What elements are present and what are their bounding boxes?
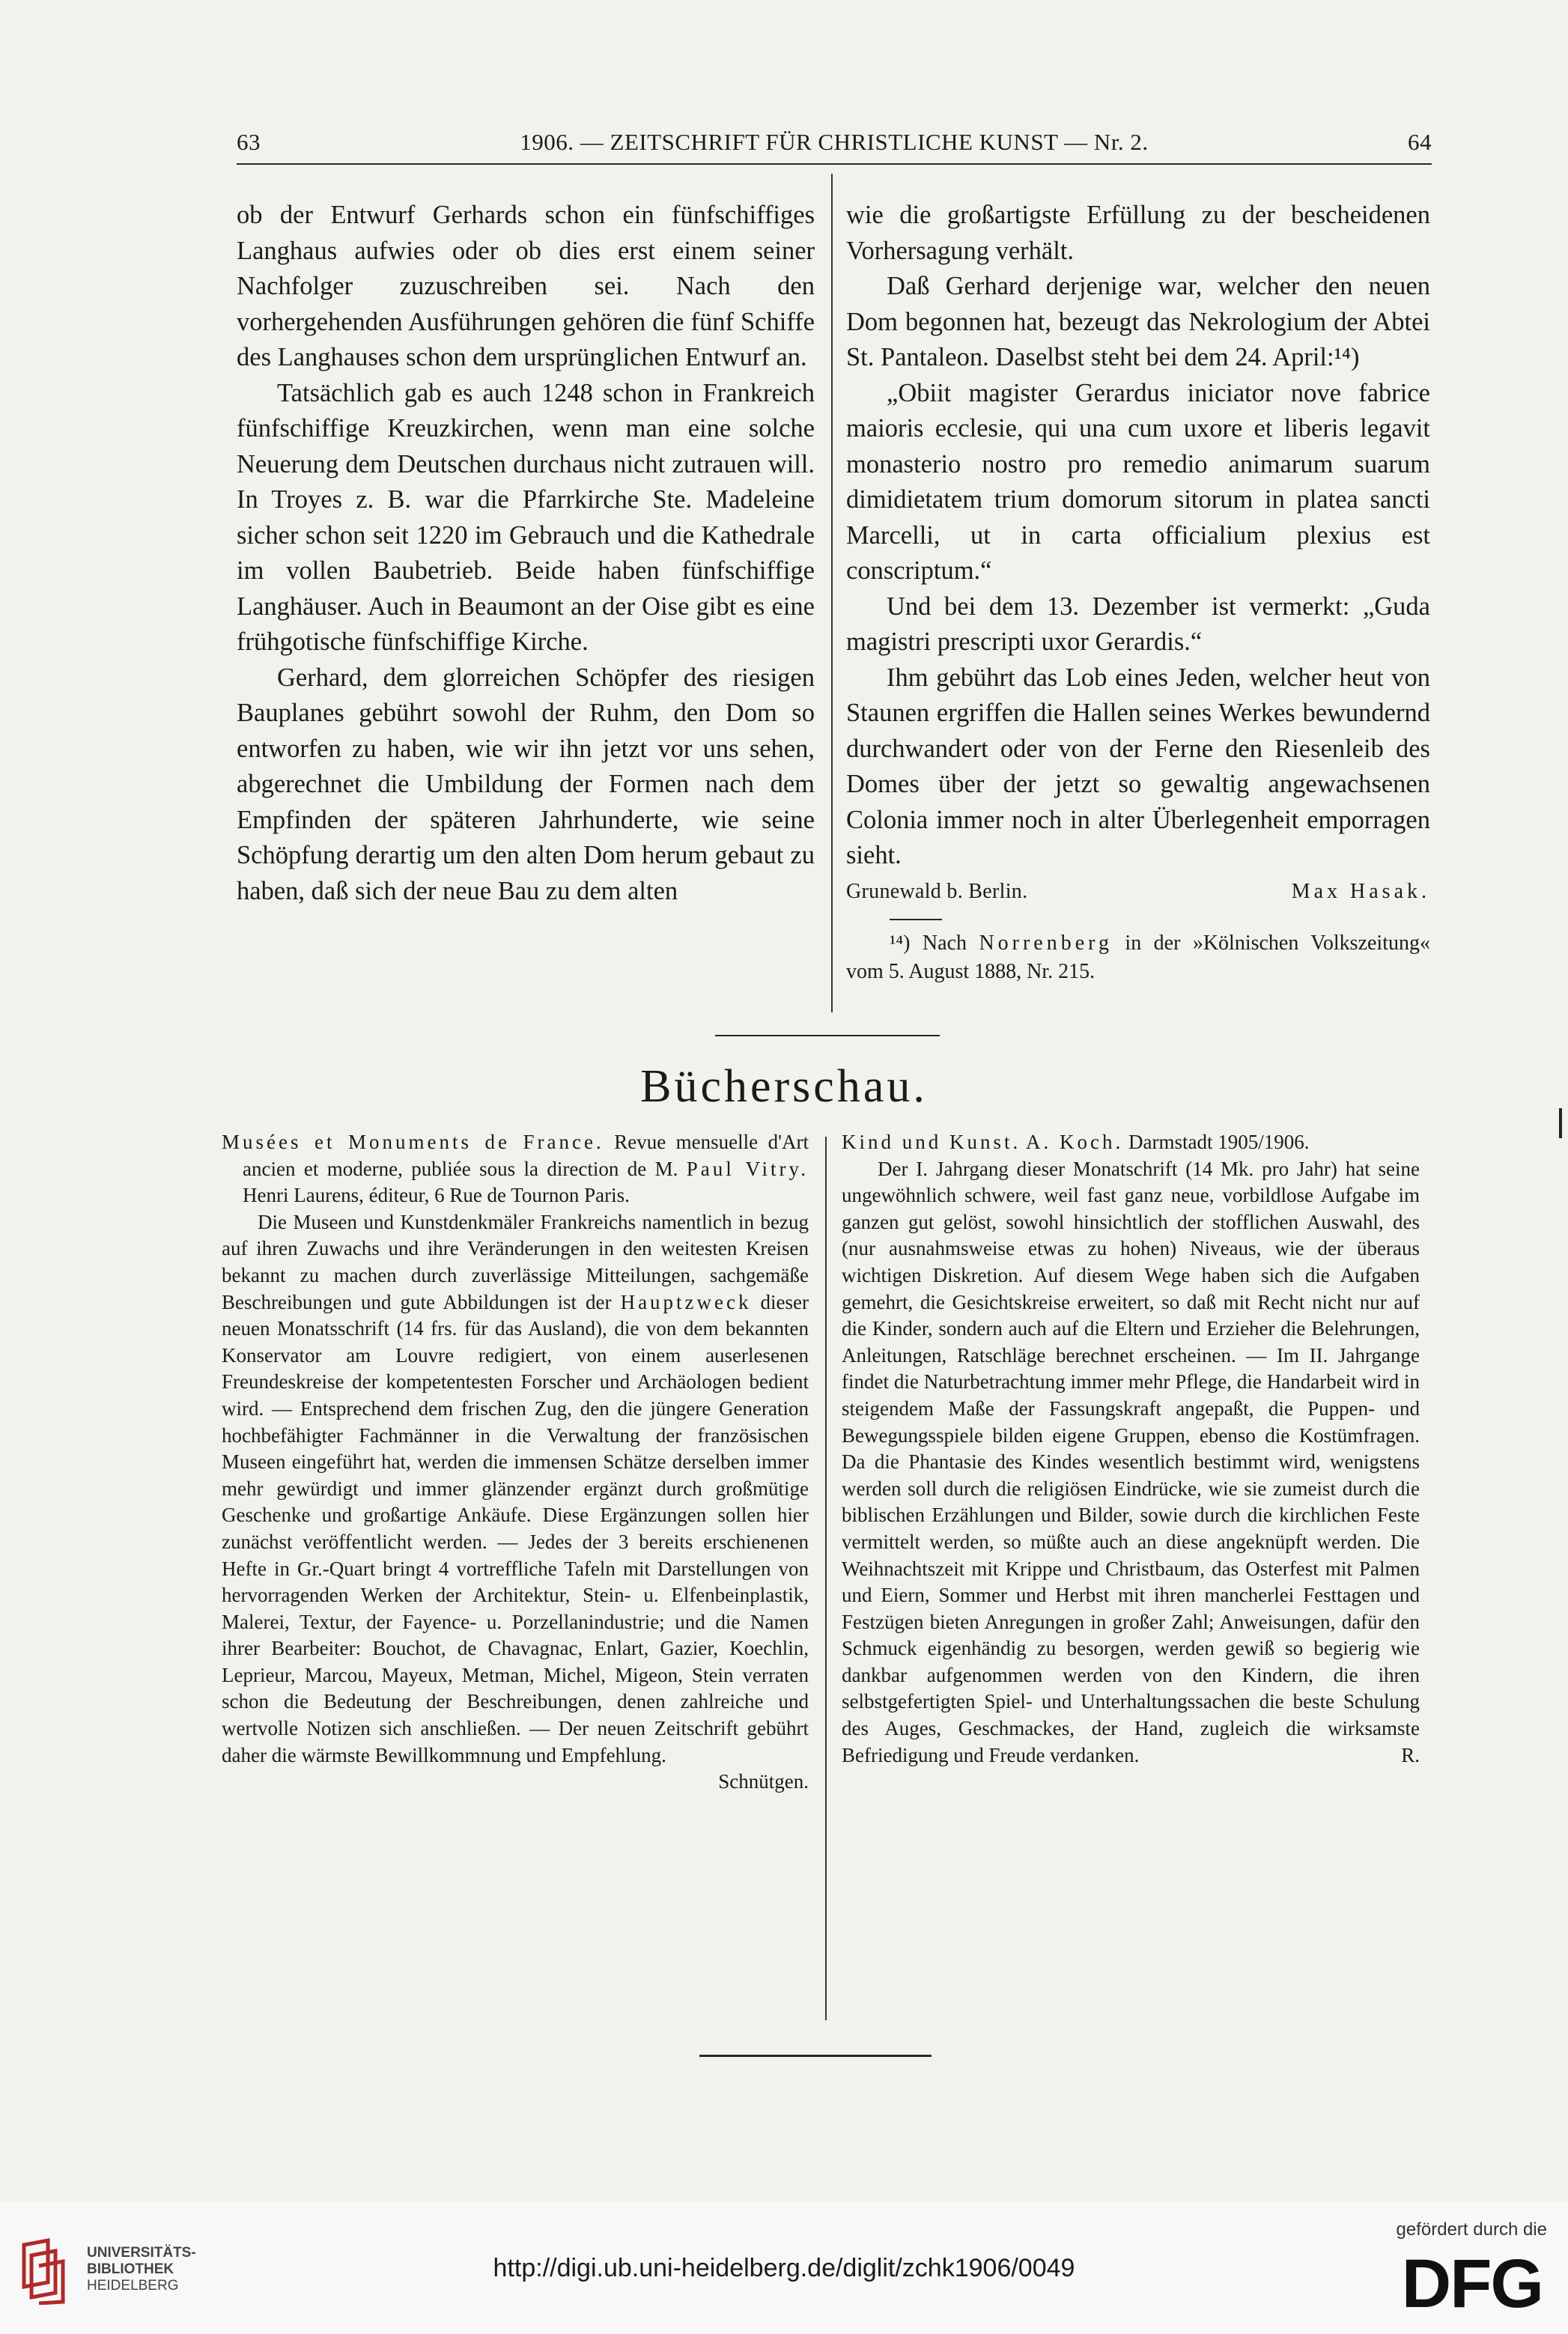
review-body-text: Die Museen und Kunstdenkmäler Frankreichs namentlich in bezug auf ihren Zuwachs und ihre Veränderungen in den weitesten Kreisen bekannt zu machen durch zuverlässige Mitteilungen, sachgemäße Beschreibungen und gute Abbildungen ist der bbox=[222, 1210, 809, 1313]
signature-place: Grunewald b. Berlin. bbox=[846, 879, 1028, 903]
article-paragraph: Ihm gebührt das Lob eines Jeden, welcher heut von Staunen ergriffen die Hallen seines Werkes bewundernd durchwandert oder von der Ferne den Riesenleib des Domes über der jetzt so gewaltig angewachsenen Colonia immer noch in alter Überlegenheit emporragen sieht. bbox=[846, 663, 1430, 869]
library-name-line: UNIVERSITÄTS- bbox=[87, 2245, 196, 2261]
footnote-text-post: in der »Kölnischen Volkszeitung« vom 5. August 1888, Nr. 215. bbox=[846, 931, 1430, 983]
review-signature: Schnütgen. bbox=[718, 1770, 809, 1793]
review-signature-line bbox=[222, 1769, 809, 1796]
page-number-left: 63 bbox=[237, 129, 261, 155]
review-citation bbox=[842, 1129, 1420, 1156]
footnote-mark: ¹⁴) bbox=[890, 931, 911, 955]
library-name-line: HEIDELBERG bbox=[87, 2278, 179, 2294]
dfg-logo: DFG bbox=[1401, 2246, 1543, 2322]
review-intro: Revue mensuelle d'Art ancien et moderne, publiée sous la direction de M. bbox=[243, 1131, 809, 1180]
review-body-text: Der I. Jahrgang dieser Monatschrift (14 Mk. pro Jahr) hat seine ungewöhnlich schwere, weil fast ganz neue, vorbildlose Aufgabe im ganzen gut gelöst, sowohl hinsichtlich der stofflichen Auswahl, des (nur ausnahmsweise etwas zu hohen) Niveaus, wie der überaus wichtigen Diskretion. Auf diesem Wege haben sich die Aufgaben gemehrt, die Gesichtskreise erweitert, so daß mit Recht nicht nur auf die Kinder, sondern auch auf die Eltern und Erzieher die Belehrungen, Anleitungen, Ratschläge berechnet erscheinen. — Im II. Jahrgange findet die Naturbetrachtung immer mehr Pflege, die Handarbeit wird in steigendem Maße der Fassungskraft angepaßt, die Puppen- und Bewegungsspiele bilden eigene Gruppen, ebenso die Kostümfragen. Da die Phantasie des Kindes wesentlich bestimmt wird, wenigstens werden soll durch die religiösen Eindrücke, wie sie zumeist durch die biblischen Erzählungen und Bilder, sowie durch die kirchlichen Feste vermittelt werden, so müßte auch an diese angeknüpft werden. Die Weihnachtszeit mit Krippe und Christbaum, das Osterfest mit Palmen und Eiern, Sommer und Herbst mit ihren mancherlei Festtagen und Festzügen bieten Anregungen in großer Zahl; Anweisungen, dafür den Schmuck eigenhändig zu besorgen, werden gewiß so begierig wie dankbar aufgenommen werden von den Kindern, die ihren selbstgefertigten Spiel- und Unterhaltungssachen die beste Schulung des Auges, Geschmackes, der Hand, zugleich die wirksamste Befriedigung und Freude verdanken. bbox=[842, 1157, 1420, 1766]
funder-caption: gefördert durch die bbox=[1396, 2219, 1547, 2240]
footnote-text-pre: Nach bbox=[922, 931, 967, 955]
review-emphasis: Hauptzweck bbox=[620, 1290, 752, 1313]
section-title: Bücherschau. bbox=[640, 1061, 928, 1112]
journal-title: 1906. — ZEITSCHRIFT FÜR CHRISTLICHE KUNST — Nr. 2. bbox=[520, 129, 1149, 155]
footnote-author: Norrenberg bbox=[979, 931, 1113, 955]
article-paragraph: Und bei dem 13. Dezember ist vermerkt: „Guda magistri prescripti uxor Gerardis.“ bbox=[846, 592, 1430, 656]
article-paragraph: ob der Entwurf Gerhards schon ein fünfschiffiges Langhaus aufwies oder ob dies erst einem seiner Nachfolger zuzuschreiben sei. Nach den vorhergehenden Ausführungen gehören die fünf Schiffe des Langhauses schon dem ursprünglichen Entwurf an. bbox=[237, 201, 815, 371]
review-title: Musées et Monuments de France. bbox=[222, 1131, 604, 1153]
review-body-text: dieser neuen Monatsschrift (14 frs. für das Ausland), die von dem bekannten Konservator am Louvre redigiert, von einem auserlesenen Freundeskreise der kompetentesten Forscher und Archäologen bedient wird. — Entsprechend dem frischen Zug, den die jüngere Generation hochbefähigter Fachmänner in die Verwaltung der französischen Museen eingeführt hat, werden die immensen Schätze derselben immer mehr gewürdigt und immer glänzender ergänzt durch großmütige Geschenke und großartige Ankäufe. Diese Ergänzungen sollen hier zunächst veröffentlicht werden. — Jedes der 3 bereits erschienenen Hefte in Gr.-Quart bringt 4 vortreffliche Tafeln mit Darstellungen von hervorragenden Werken der Architektur, Stein- u. Elfenbeinplastik, Malerei, Textur, der Fayence- u. Porzellanindustrie; und die Namen ihrer Bearbeiter: Bouchot, de Chavagnac, Enlart, Gazier, Koechlin, Leprieur, Marcou, Mayeux, Metman, Michel, Migeon, Stein verraten schon die Bedeutung der Beschreibungen, denen zahlreiche und wertvolle Notizen sich anschließen. — Der neuen Zeitschrift gebührt daher die wärmste Bewillkommnung und Empfehlung. bbox=[222, 1290, 809, 1766]
article-signature bbox=[846, 875, 1430, 908]
article-paragraph: Daß Gerhard derjenige war, welcher den neuen Dom begonnen hat, bezeugt das Nekrologium der Abtei St. Pantaleon. Daselbst steht bei dem 24. April:¹⁴) bbox=[846, 272, 1430, 371]
article-left-column bbox=[237, 198, 815, 909]
footnote bbox=[846, 929, 1430, 986]
signature-author: Max Hasak. bbox=[1291, 879, 1430, 903]
column-divider bbox=[831, 174, 833, 1012]
page-edge-mark bbox=[1559, 1108, 1562, 1138]
library-name-line: BIBLIOTHEK bbox=[87, 2261, 174, 2277]
running-head bbox=[237, 126, 1432, 159]
review-citation bbox=[222, 1129, 809, 1209]
header-rule bbox=[237, 163, 1432, 165]
end-rule bbox=[699, 2055, 932, 2057]
quotation-paragraph: „Obiit magister Gerardus iniciator nove fabrice maioris ecclesie, qui una cum uxore et liberis legavit monasterio nostro pro remedio animarum suarum dimidietatem trium domorum sitorum in platea sancti Marcelli, ut in carta officialium plexius est conscriptum.“ bbox=[846, 378, 1430, 585]
review-left-column bbox=[222, 1129, 809, 1796]
article-paragraph: Gerhard, dem glorreichen Schöpfer des riesigen Bauplanes gebührt sowohl der Ruhm, den Dom so entworfen zu haben, wie wir ihn jetzt vor uns sehen, abgerechnet die Umbildung der Formen nach dem Empfinden der späteren Jahrhunderte, wie seine Schöpfung derartig um den alten Dom herum gebaut zu haben, daß sich der neue Bau zu dem alten bbox=[237, 663, 815, 905]
review-signature: R. bbox=[1401, 1743, 1420, 1766]
column-divider bbox=[825, 1137, 827, 2020]
digitization-footer bbox=[0, 2201, 1568, 2334]
permalink-url[interactable]: http://digi.ub.uni-heidelberg.de/diglit/zchk1906/0049 bbox=[493, 2254, 1075, 2282]
review-editor: Paul Vitry. bbox=[686, 1157, 809, 1180]
review-body bbox=[842, 1156, 1420, 1769]
review-title: Kind und Kunst. bbox=[842, 1131, 1021, 1153]
review-publisher: Henri Laurens, éditeur, 6 Rue de Tournon Paris. bbox=[243, 1184, 630, 1207]
article-right-column bbox=[846, 198, 1430, 986]
review-editor: A. Koch. bbox=[1026, 1131, 1124, 1153]
section-rule bbox=[715, 1035, 940, 1036]
review-body bbox=[222, 1209, 809, 1769]
review-intro: Darmstadt 1905/1906. bbox=[1128, 1131, 1310, 1153]
page-number-right: 64 bbox=[1408, 129, 1432, 155]
article-paragraph: Tatsächlich gab es auch 1248 schon in Frankreich fünfschiffige Kreuzkirchen, wenn man eine solche Neuerung dem Deutschen durchaus nicht zutrauen will. In Troyes z. B. war die Pfarrkirche Ste. Madeleine sicher schon seit 1220 im Gebrauch und die Kathedrale im vollen Baubetrieb. Beide haben fünfschiffige Langhäuser. Auch in Beaumont an der Oise gibt es eine frühgotische fünfschiffige Kirche. bbox=[237, 378, 815, 656]
review-right-column bbox=[842, 1129, 1420, 1769]
footnote-rule bbox=[890, 919, 942, 920]
article-paragraph: wie die großartigste Erfüllung zu der bescheidenen Vorhersagung verhält. bbox=[846, 201, 1430, 265]
